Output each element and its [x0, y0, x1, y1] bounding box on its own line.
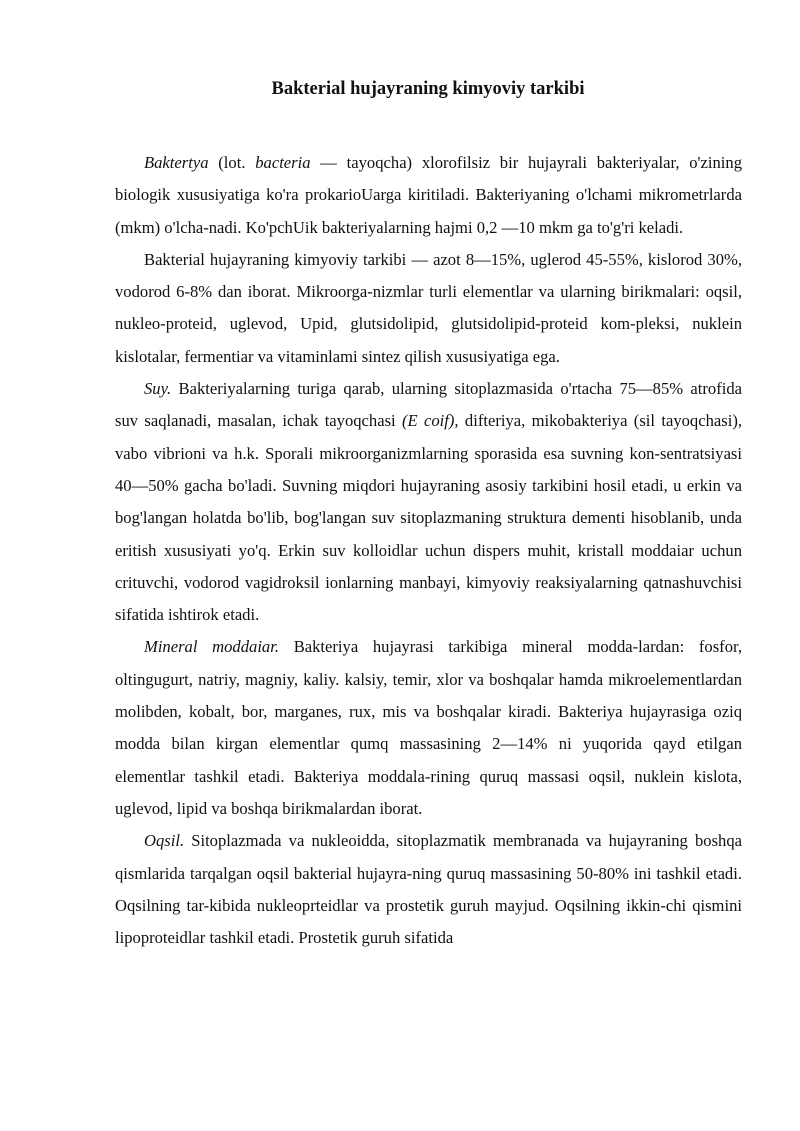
- paragraph-text: difteriya, mikobakteriya (sil tayoqchasi), vabo vibrioni va h.k. Sporali mikroorganizmlarning sporasida esa suvning kon-sentratsiyasi 40—50% gacha bo'ladi. Suvning miqdori hujayraning asosiy tarkibini hosil etadi, u erkin va bog'langan holatda bo'lib, bog'langan suv sitoplazmaning struktura dementi hisoblanib, unda eritish xususiyati yo'q. Erkin suv kolloidlar uchun dispers muhit, kristall moddaiar uchun crituvchi, vodorod vagidroksil ionlarning manbayi, kimyoviy reaksiyalarning qatnashuvchisi sifatida ishtirok etadi.: [115, 411, 742, 625]
- paragraph-lead: Baktertya: [144, 153, 209, 172]
- page-title: Bakterial hujayraning kimyoviy tarkibi: [271, 79, 585, 99]
- paragraph-bakteriya: [115, 147, 742, 244]
- paragraph-text: — tayoqcha) xlorofilsiz bir hujayrali bakteriyalar, o'zining biologik xususiyatiga ko'ra prokarioUarga kiritiladi. Bakteriyaning o'lchami mikrometrlarda (mkm) o'lcha-nadi. Ko'pchUik bakteriyalarning hajmi 0,2 —10 mkm ga to'g'ri keladi.: [115, 153, 742, 237]
- paragraph-lead: Mineral moddaiar.: [144, 637, 279, 657]
- paragraph-text: Bakteriya hujayrasi tarkibiga mineral modda-lardan: fosfor, oltingugurt, natriy, magniy, kaliy. kalsiy, temir, xlor va boshqalar hamda mikroelementlardan molibden, kobalt, bor, marganes, rux, mis va boshqalar kiradi. Bakteriya hujayrasiga oziq modda bilan kirgan elementlar qumq massasining 2—14% ni yuqorida qayd etilgan elementlar tashkil etadi. Bakteriya moddala-rining quruq massasi oqsil, nuklein kislota, uglevod, lipid va boshqa birikmalardan iborat.: [115, 637, 743, 818]
- paragraph-text: (lot.: [208, 153, 256, 172]
- paragraph-text: Sitoplazmada va nukleoidda, sitoplazmatik membranada va hujayraning boshqa qismlarida tarqalgan oqsil bakterial hujayra-ning quruq massasining 50-80% ini tashkil etadi. Oqsilning tar-kibida nukleoprteidlar va prostetik guruh mayjud. Oqsilning ikkin-chi qismini lipoproteidlar tashkil etadi. Prostetik guruh sifatida: [115, 831, 742, 948]
- document-body: [115, 147, 742, 954]
- paragraph-text: Bakterial hujayraning kimyoviy tarkibi — azot 8—15%, uglerod 45-55%, kislorod 30%, vodorod 6-8% dan iborat. Mikroorga-nizmlar turli elementlar va ularning birikmalari: oqsil, nukleo-proteid, uglevod, Upid, glutsidolipid, glutsidolipid-proteid kom-pleksi, nuklein kislotalar, fermentiar va vitaminlami sintez qilish xususiyatiga ega.: [115, 249, 742, 366]
- paragraph-composition: [115, 244, 742, 373]
- latin-term: (E coif),: [402, 411, 459, 431]
- paragraph-lead: Oqsil.: [144, 831, 185, 851]
- paragraph-oqsil: [115, 825, 742, 954]
- paragraph-suv: [115, 373, 742, 631]
- latin-term: bacteria: [255, 153, 311, 172]
- paragraph-text: Bakteriyalarning turiga qarab, ularning sitoplazmasida o'rtacha 75—85% atrofida suv saqlanadi, masalan, ichak tayoqchasi: [115, 379, 742, 431]
- paragraph-lead: Suy.: [144, 379, 172, 399]
- paragraph-mineral: [115, 631, 742, 825]
